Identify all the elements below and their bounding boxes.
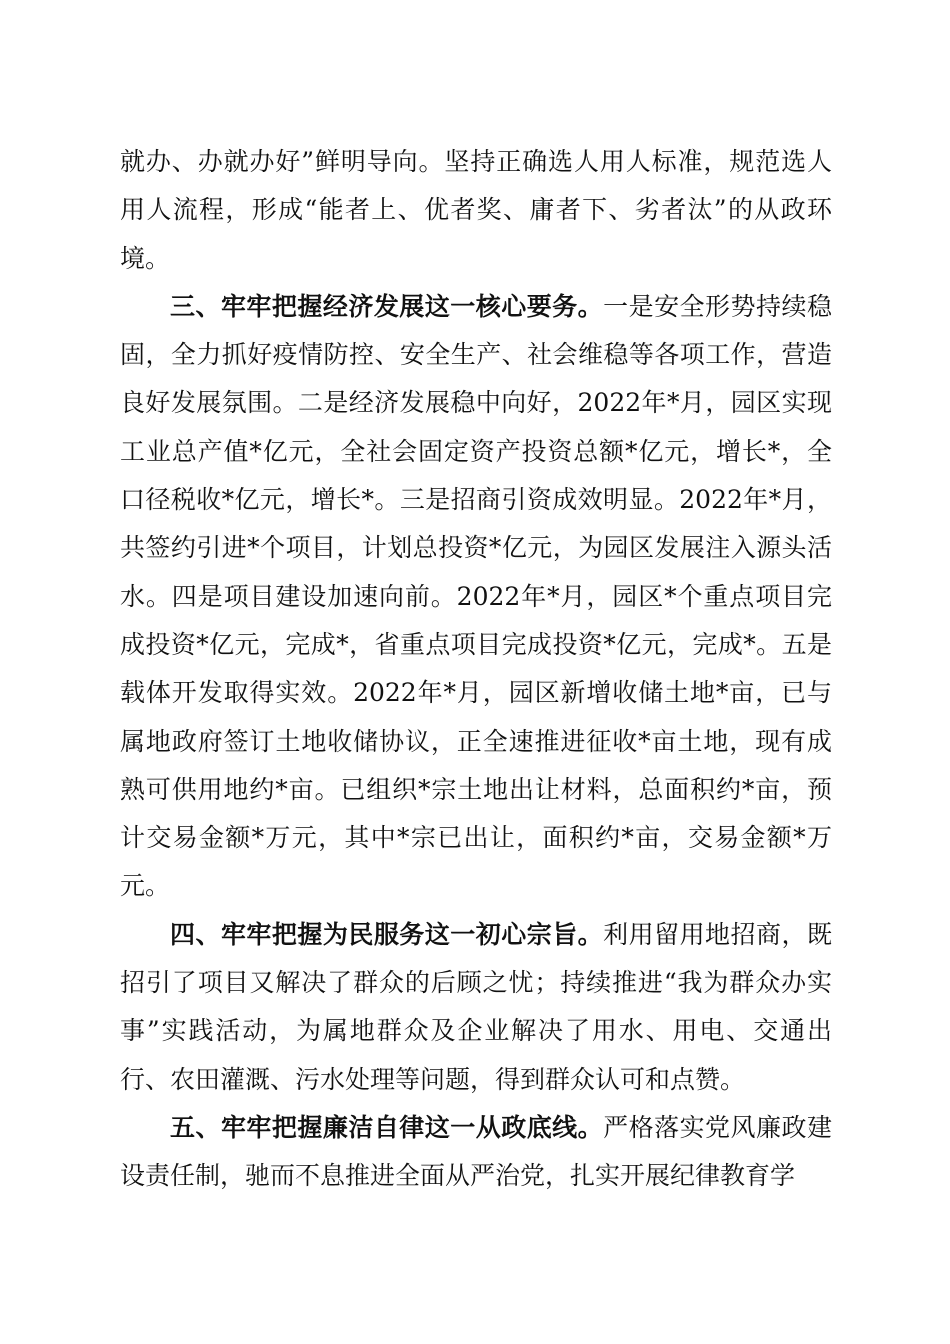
paragraph-body: 利用留用地招商，既招引了项目又解决了群众的后顾之忧；持续推进“我为群众办实事”实践活动，为属地群众及企业解决了用水、用电、交通出行、农田灌溉、污水处理等问题，得到群众认可和点赞。: [120, 919, 832, 1094]
paragraph-integrity: [120, 1104, 832, 1201]
paragraph-body: 严格落实党风廉政建设责任制，驰而不息推进全面从严治党，扎实开展纪律教育学: [120, 1112, 832, 1191]
paragraph-serve-people: [120, 911, 832, 1104]
document-page: [120, 138, 832, 1201]
paragraph-heading: 三、牢牢把握经济发展这一核心要务。: [170, 291, 604, 321]
paragraph-body: 一是安全形势持续稳固，全力抓好疫情防控、安全生产、社会维稳等各项工作，营造良好发展氛围。二是经济发展稳中向好，2022年*月，园区实现工业总产值*亿元，全社会固定资产投资总额*亿元，增长*，全口径税收*亿元，增长*。三是招商引资成效明显。2022年*月，共签约引进*个项目，计划总投资*亿元，为园区发展注入源头活水。四是项目建设加速向前。2022年*月，园区*个重点项目完成投资*亿元，完成*，省重点项目完成投资*亿元，完成*。五是载体开发取得实效。2022年*月，园区新增收储土地*亩，已与属地政府签订土地收储协议，正全速推进征收*亩土地，现有成熟可供用地约*亩。已组织*宗土地出让材料，总面积约*亩，预计交易金额*万元，其中*宗已出让，面积约*亩，交易金额*万元。: [120, 291, 832, 901]
paragraph-body: 就办、办就办好”鲜明导向。坚持正确选人用人标准，规范选人用人流程，形成“能者上、优者奖、庸者下、劣者汰”的从政环境。: [120, 147, 832, 273]
paragraph-continuation: [120, 138, 832, 283]
paragraph-economic-development: [120, 283, 832, 911]
paragraph-heading: 五、牢牢把握廉洁自律这一从政底线。: [170, 1112, 604, 1142]
paragraph-heading: 四、牢牢把握为民服务这一初心宗旨。: [170, 919, 604, 949]
